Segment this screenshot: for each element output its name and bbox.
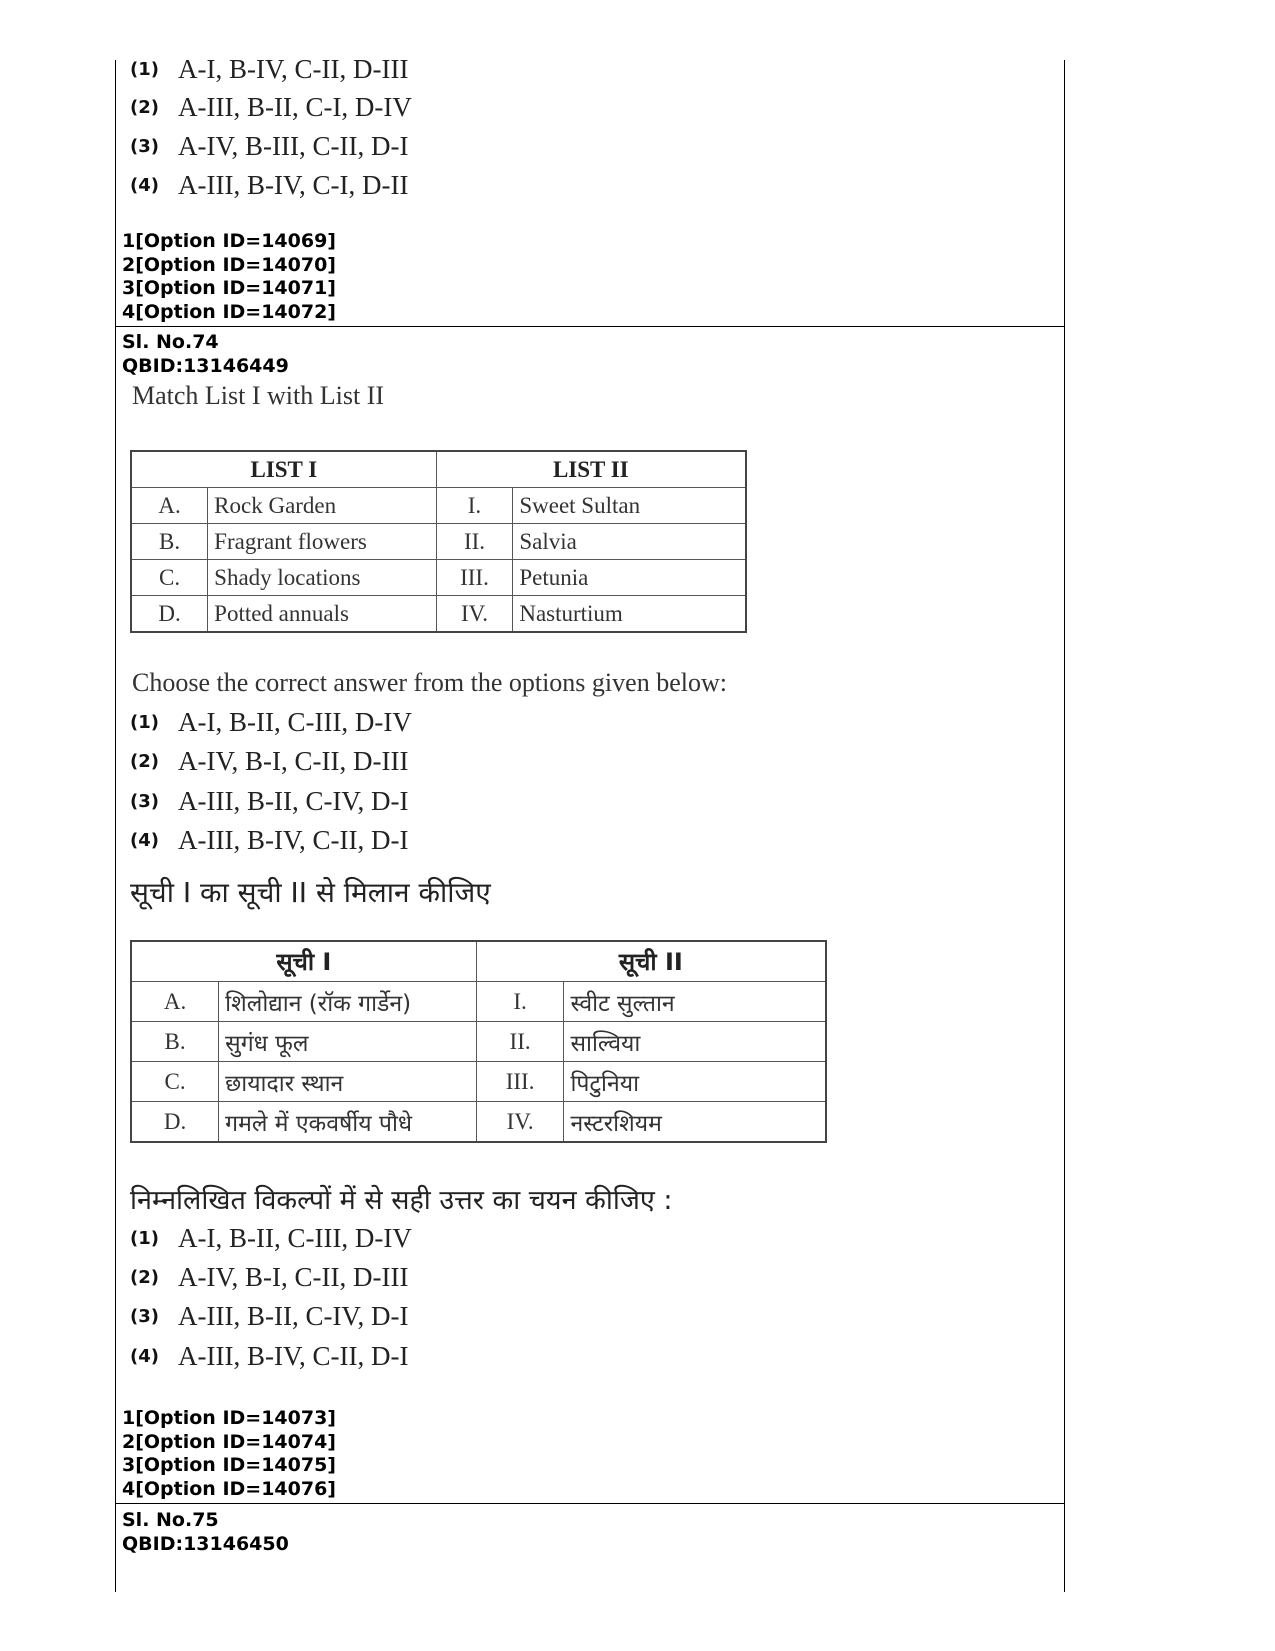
list2-numeral: IV. bbox=[476, 1102, 564, 1143]
list2-numeral: III. bbox=[436, 560, 513, 596]
option-text: A-I, B-IV, C-II, D-III bbox=[178, 53, 409, 84]
list1-letter: A. bbox=[131, 488, 208, 524]
list1-item: Shady locations bbox=[208, 560, 436, 596]
list1-header: LIST I bbox=[131, 451, 436, 488]
divider bbox=[115, 1503, 1065, 1504]
option-4 bbox=[130, 167, 408, 203]
option-id: 2[Option ID=14070] bbox=[122, 253, 336, 276]
list1-item: गमले में एकवर्षीय पौधे bbox=[219, 1102, 477, 1143]
option-text: A-IV, B-I, C-II, D-III bbox=[178, 745, 409, 776]
option-text: A-III, B-II, C-I, D-IV bbox=[178, 91, 412, 122]
list1-item: Fragrant flowers bbox=[208, 524, 436, 560]
table-row bbox=[131, 982, 826, 1022]
list2-numeral: IV. bbox=[436, 596, 513, 633]
match-table-hi bbox=[130, 940, 827, 1143]
option-text: A-I, B-II, C-III, D-IV bbox=[178, 706, 412, 737]
q74-meta bbox=[122, 331, 289, 378]
option-number: (4) bbox=[130, 829, 159, 851]
table-row bbox=[131, 488, 746, 524]
list2-item: पिटुनिया bbox=[564, 1062, 826, 1102]
list1-header: सूची I bbox=[131, 941, 476, 982]
list2-item: साल्विया bbox=[564, 1022, 826, 1062]
option-2 bbox=[130, 89, 412, 125]
table-row bbox=[131, 596, 746, 633]
q74-instruction-hi: निम्नलिखित विकल्पों में से सही उत्तर का चयन कीजिए : bbox=[130, 1185, 673, 1216]
option-number: (1) bbox=[130, 58, 159, 80]
option-text: A-III, B-IV, C-II, D-I bbox=[178, 1340, 409, 1371]
table-row bbox=[131, 1022, 826, 1062]
option-id: 4[Option ID=14072] bbox=[122, 300, 336, 323]
option-id: 4[Option ID=14076] bbox=[122, 1477, 336, 1500]
table-row bbox=[131, 1102, 826, 1143]
option-number: (3) bbox=[130, 1305, 159, 1327]
list1-letter: A. bbox=[131, 982, 219, 1022]
serial-number: Sl. No.75 bbox=[122, 1509, 219, 1531]
option-id: 2[Option ID=14074] bbox=[122, 1430, 336, 1453]
list1-letter: C. bbox=[131, 1062, 219, 1102]
table-row bbox=[131, 1062, 826, 1102]
option-number: (3) bbox=[130, 135, 159, 157]
option-1 bbox=[130, 51, 408, 87]
q74-stem-hi: सूची I का सूची II से मिलान कीजिए bbox=[130, 876, 491, 909]
list1-letter: D. bbox=[131, 1102, 219, 1143]
match-table-en bbox=[130, 450, 747, 633]
q74-stem-en: Match List I with List II bbox=[132, 381, 385, 410]
option-number: (2) bbox=[130, 750, 159, 772]
option-2 bbox=[130, 743, 408, 779]
list1-letter: B. bbox=[131, 1022, 219, 1062]
option-1 bbox=[130, 1220, 412, 1256]
serial-number: Sl. No.74 bbox=[122, 331, 219, 353]
option-1 bbox=[130, 704, 412, 740]
option-text: A-IV, B-III, C-II, D-I bbox=[178, 130, 409, 161]
option-number: (2) bbox=[130, 96, 159, 118]
list2-item: Sweet Sultan bbox=[513, 488, 746, 524]
list2-numeral: I. bbox=[476, 982, 564, 1022]
list1-item: छायादार स्थान bbox=[219, 1062, 477, 1102]
list1-letter: B. bbox=[131, 524, 208, 560]
list1-item: Potted annuals bbox=[208, 596, 436, 633]
list2-item: स्वीट सुल्तान bbox=[564, 982, 826, 1022]
list2-item: Nasturtium bbox=[513, 596, 746, 633]
list2-header: LIST II bbox=[436, 451, 746, 488]
option-text: A-III, B-II, C-IV, D-I bbox=[178, 785, 409, 816]
list1-item: शिलोद्यान (रॉक गार्डेन) bbox=[219, 982, 477, 1022]
option-2 bbox=[130, 1259, 408, 1295]
option-text: A-III, B-IV, C-I, D-II bbox=[178, 169, 409, 200]
option-text: A-IV, B-I, C-II, D-III bbox=[178, 1261, 409, 1292]
list1-item: सुगंध फूल bbox=[219, 1022, 477, 1062]
list2-numeral: II. bbox=[436, 524, 513, 560]
option-number: (3) bbox=[130, 790, 159, 812]
list1-item: Rock Garden bbox=[208, 488, 436, 524]
list2-numeral: I. bbox=[436, 488, 513, 524]
prev-option-ids bbox=[122, 230, 336, 324]
option-number: (1) bbox=[130, 711, 159, 733]
option-id: 3[Option ID=14075] bbox=[122, 1454, 336, 1476]
option-id: 1[Option ID=14069] bbox=[122, 230, 336, 252]
option-text: A-I, B-II, C-III, D-IV bbox=[178, 1222, 412, 1253]
list2-numeral: II. bbox=[476, 1022, 564, 1062]
q74-option-ids bbox=[122, 1407, 336, 1501]
option-3 bbox=[130, 1298, 408, 1334]
option-text: A-III, B-II, C-IV, D-I bbox=[178, 1300, 409, 1331]
option-number: (4) bbox=[130, 1345, 159, 1367]
q75-meta bbox=[122, 1509, 289, 1556]
option-id: 3[Option ID=14071] bbox=[122, 277, 336, 299]
list1-letter: C. bbox=[131, 560, 208, 596]
divider bbox=[115, 326, 1065, 327]
table-row bbox=[131, 560, 746, 596]
option-3 bbox=[130, 128, 408, 164]
qbid: QBID:13146449 bbox=[122, 354, 289, 377]
list2-item: Salvia bbox=[513, 524, 746, 560]
qbid: QBID:13146450 bbox=[122, 1532, 289, 1555]
list1-letter: D. bbox=[131, 596, 208, 633]
option-text: A-III, B-IV, C-II, D-I bbox=[178, 824, 409, 855]
option-number: (2) bbox=[130, 1266, 159, 1288]
table-row bbox=[131, 524, 746, 560]
option-4 bbox=[130, 822, 408, 858]
option-3 bbox=[130, 783, 408, 819]
option-4 bbox=[130, 1338, 408, 1374]
list2-item: Petunia bbox=[513, 560, 746, 596]
option-id: 1[Option ID=14073] bbox=[122, 1407, 336, 1429]
q74-instruction-en: Choose the correct answer from the options given below: bbox=[132, 668, 727, 697]
list2-header: सूची II bbox=[476, 941, 826, 982]
list2-item: नस्टरशियम bbox=[564, 1102, 826, 1143]
list2-numeral: III. bbox=[476, 1062, 564, 1102]
option-number: (4) bbox=[130, 174, 159, 196]
option-number: (1) bbox=[130, 1227, 159, 1249]
